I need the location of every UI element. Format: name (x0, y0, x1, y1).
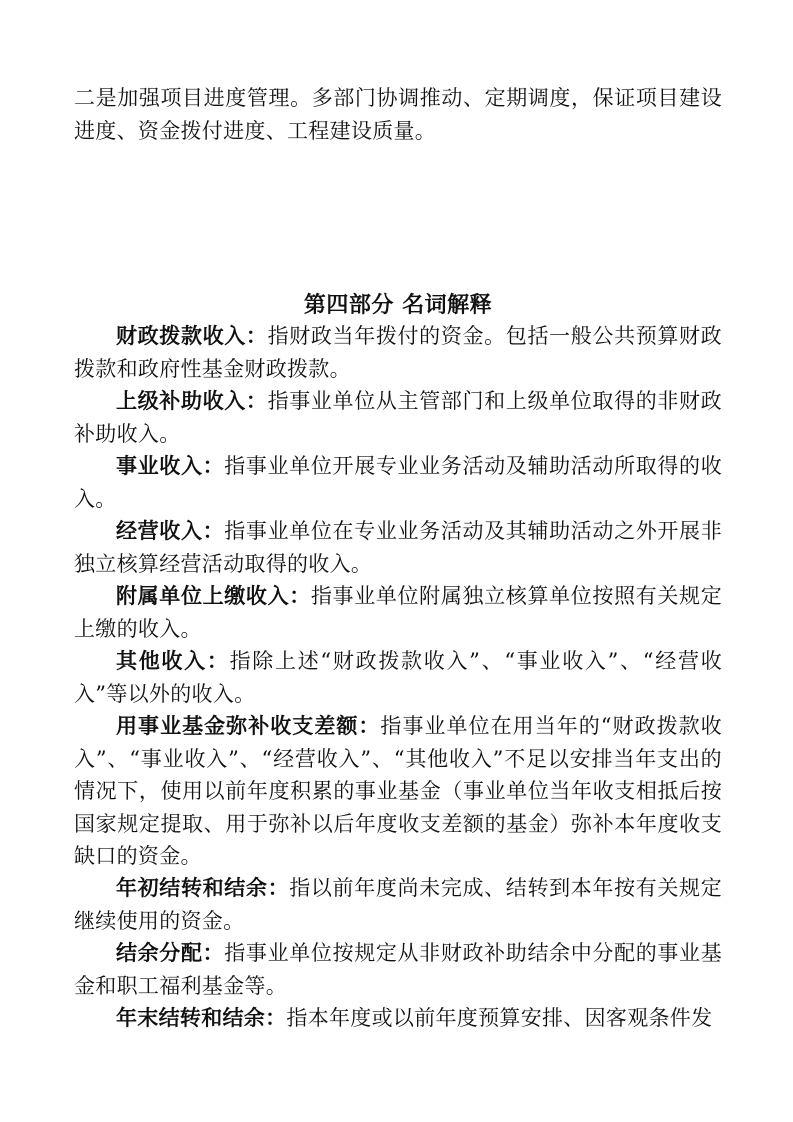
definition-paragraph (74, 450, 722, 515)
definition-term: 事业收入： (116, 454, 225, 478)
definition-term: 年末结转和结余： (116, 1006, 287, 1030)
definition-text: 指以前年度尚未完成、结转到本年按有关规定继续使用的资金。 (74, 876, 722, 933)
definition-text: 指财政当年拨付的资金。包括一般公共预算财政拨款和政府性基金财政拨款。 (74, 324, 722, 381)
intro-paragraph (74, 82, 722, 147)
definition-paragraph (74, 1002, 722, 1035)
definition-term: 上级补助收入： (116, 389, 268, 413)
definition-term: 年初结转和结余： (116, 876, 290, 900)
definition-paragraph (74, 645, 722, 710)
definition-term: 结余分配： (116, 941, 225, 965)
definition-text: 指本年度或以前年度预算安排、因客观条件发 (286, 1006, 713, 1030)
definition-text: 指事业单位附属独立核算单位按照有关规定上缴的收入。 (74, 584, 723, 641)
definition-text: 指事业单位在专业业务活动及其辅助活动之外开展非独立核算经营活动取得的收入。 (74, 519, 722, 576)
definition-text: 指事业单位在用当年的“财政拨款收入”、“事业收入”、“经营收入”、“其他收入”不足以安排当年支出的情况下，使用以前年度积累的事业基金（事业单位当年收支相抵后按国家规定提取、用于弥补以后年度收支差额的基金）弥补本年度收支缺口的资金。 (74, 714, 722, 868)
definition-paragraph (74, 872, 722, 937)
definition-term: 经营收入： (116, 519, 225, 543)
definition-paragraph (74, 515, 722, 580)
definition-paragraph (74, 320, 722, 385)
definition-paragraph (74, 580, 722, 645)
definition-term: 附属单位上缴收入： (116, 584, 311, 608)
definition-paragraph (74, 710, 722, 873)
definition-text: 指事业单位开展专业业务活动及辅助活动所取得的收入。 (74, 454, 722, 511)
definition-text: 指事业单位从主管部门和上级单位取得的非财政补助收入。 (74, 389, 722, 446)
definition-term: 用事业基金弥补收支差额： (116, 714, 381, 738)
definition-text: 指事业单位按规定从非财政补助结余中分配的事业基金和职工福利基金等。 (74, 941, 722, 998)
section-title: 第四部分 名词解释 (303, 293, 493, 318)
definition-text: 指除上述“财政拨款收入”、“事业收入”、“经营收入”等以外的收入。 (74, 649, 722, 706)
intro-text: 二是加强项目进度管理。多部门协调推动、定期调度，保证项目建设进度、资金拨付进度、工程建设质量。 (74, 86, 722, 143)
definition-term: 其他收入： (116, 649, 230, 673)
definition-term: 财政拨款收入： (116, 324, 268, 348)
definition-paragraph (74, 385, 722, 450)
definition-paragraph (74, 937, 722, 1002)
